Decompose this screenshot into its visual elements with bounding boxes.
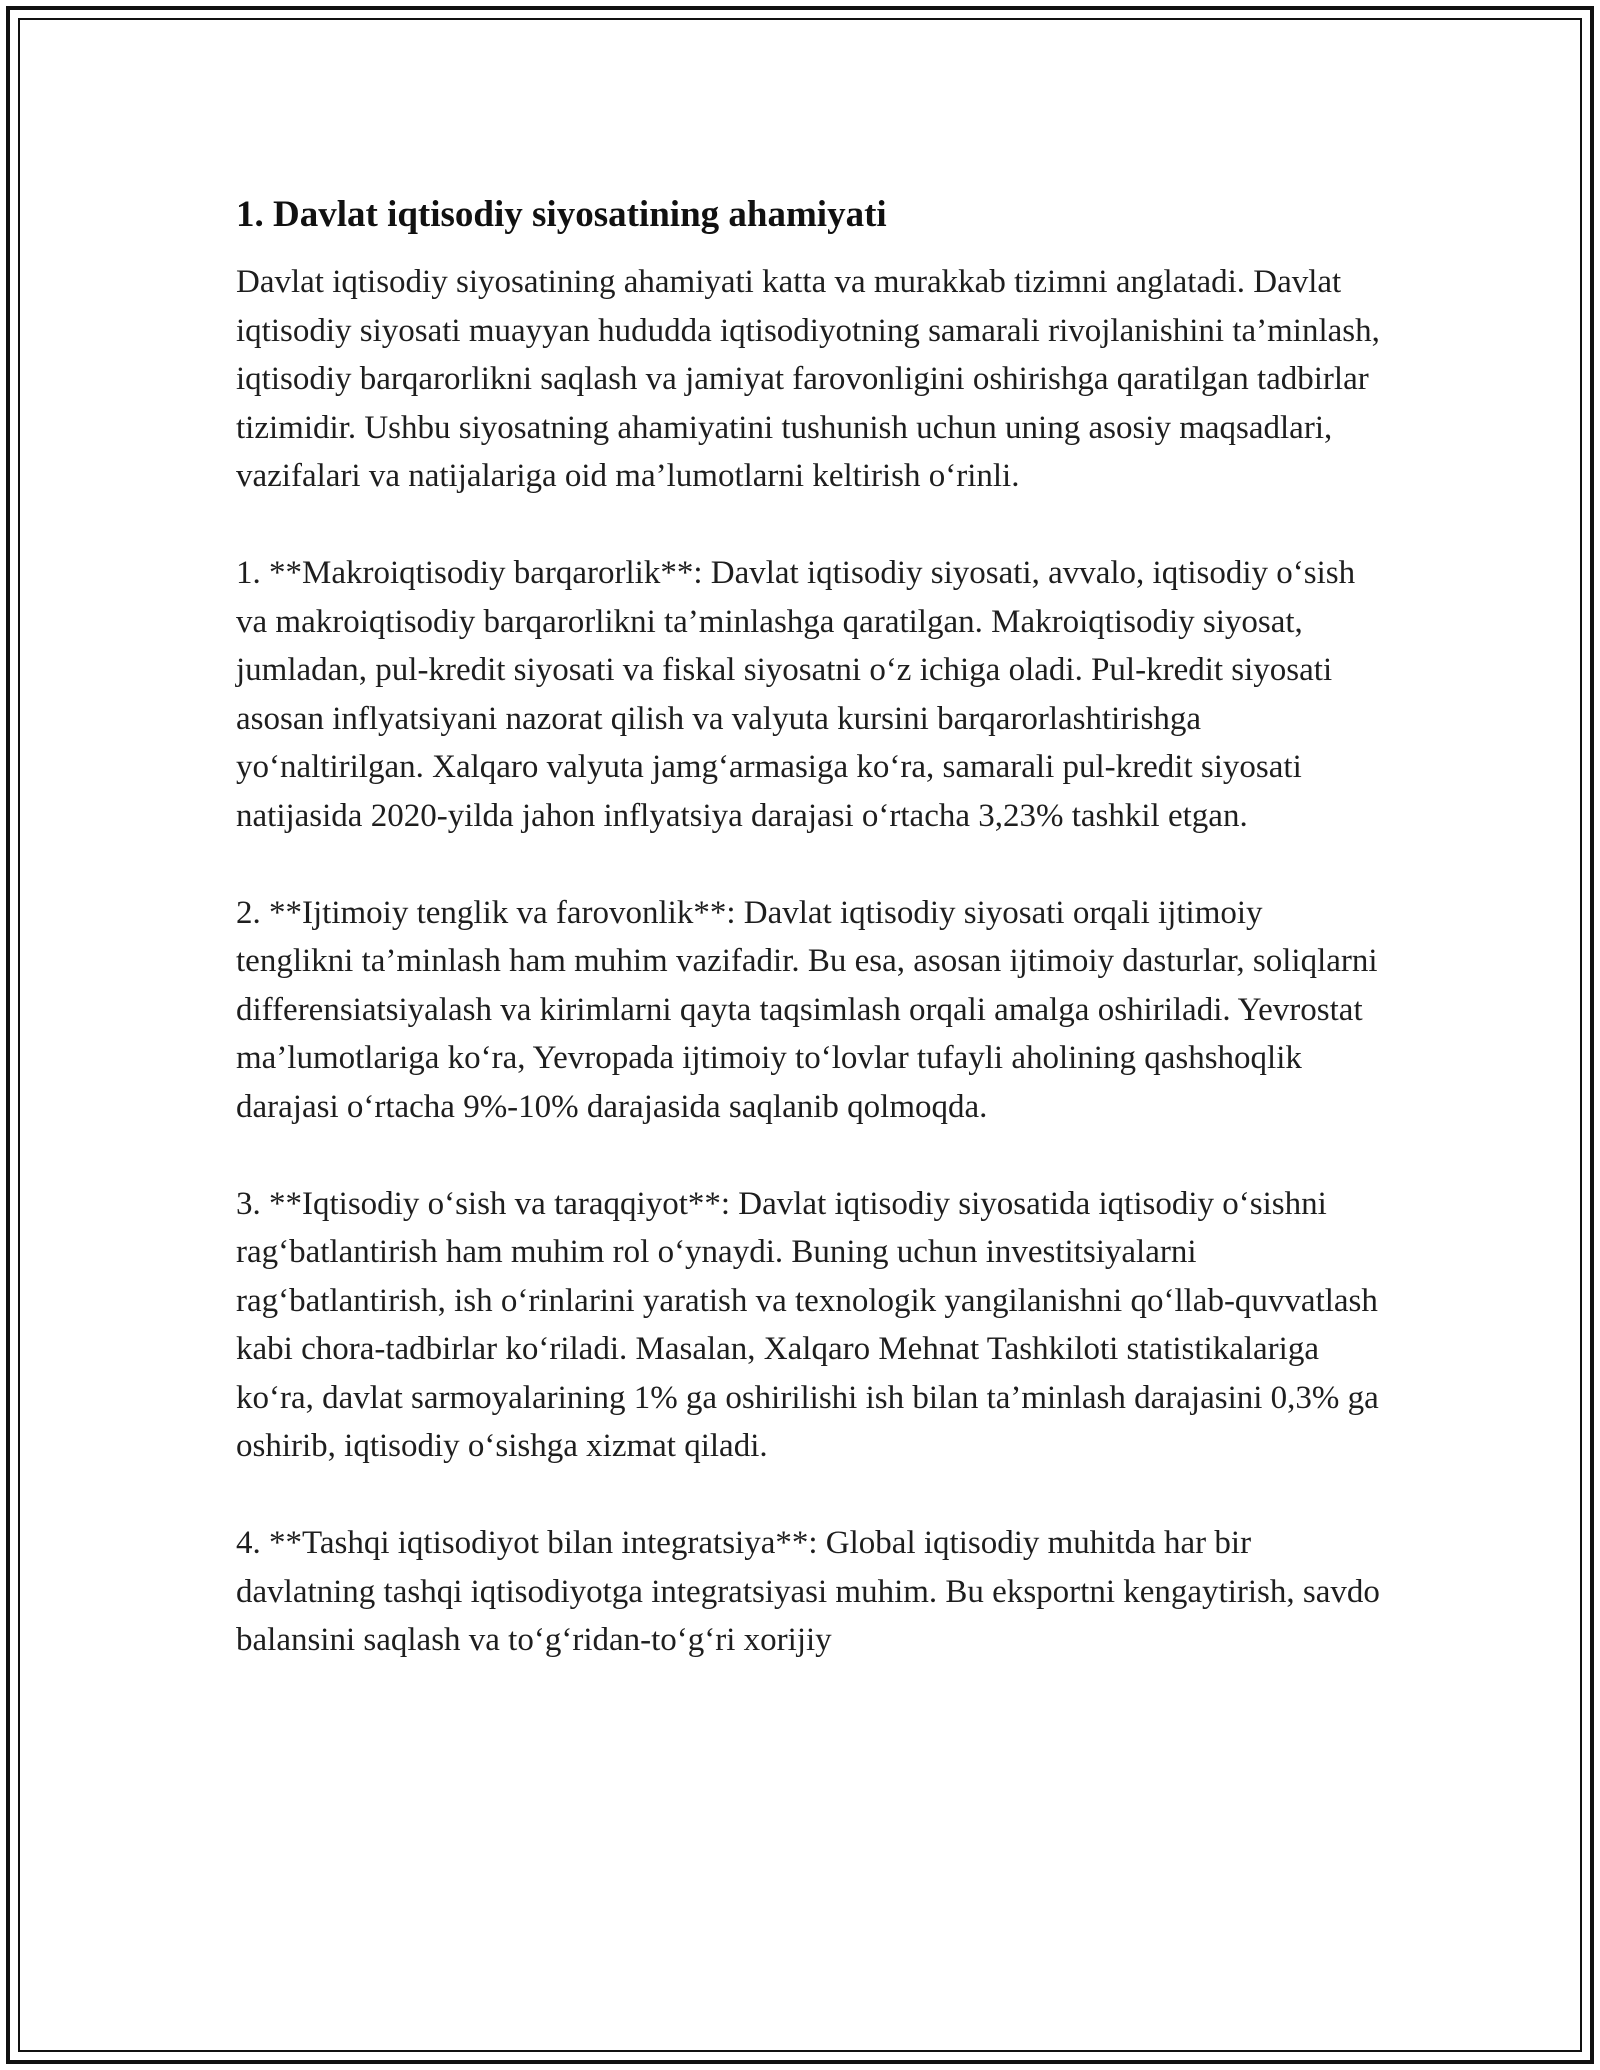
paragraph-macro-stability: 1. **Makroiqtisodiy barqarorlik**: Davlat iqtisodiy siyosati, avvalo, iqtisodiy o‘sish va makroiqtisodiy barqarorlikni ta’minlashga qaratilgan. Makroiqtisodiy siyosat, jumladan, pul-kredit siyosati va fiskal siyosatni o‘z ichiga oladi. Pul-kredit siyosati asosan inflyatsiyani nazorat qilish va valyuta kursini barqarorlashtirishga yo‘naltirilgan. Xalqaro valyuta jamg‘armasiga ko‘ra, samarali pul-kredit siyosati natijasida 2020-yilda jahon inflyatsiya darajasi o‘rtacha 3,23% tashkil etgan. (236, 555, 1356, 834)
section-heading: 1. Davlat iqtisodiy siyosatining ahamiyati (236, 194, 887, 235)
paragraph-social-equality: 2. **Ijtimoiy tenglik va farovonlik**: Davlat iqtisodiy siyosati orqali ijtimoiy tenglikni ta’minlash ham muhim vazifadir. Bu esa, asosan ijtimoiy dasturlar, soliqlarni differensiatsiyalash va kirimlarni qayta taqsimlash orqali amalga oshiriladi. Yevrostat ma’lumotlariga ko‘ra, Yevropada ijtimoiy to‘lovlar tufayli aholining qashshoqlik darajasi o‘rtacha 9%-10% darajasida saqlanib qolmoqda. (236, 894, 1378, 1125)
paragraph-economic-growth: 3. **Iqtisodiy o‘sish va taraqqiyot**: Davlat iqtisodiy siyosatida iqtisodiy o‘sishni rag‘batlantirish ham muhim rol o‘ynaydi. Buning uchun investitsiyalarni rag‘batlantirish, ish o‘rinlarini yaratish va texnologik yangilanishni qo‘llab-quvvatlash kabi chora-tadbirlar ko‘riladi. Masalan, Xalqaro Mehnat Tashkiloti statistikalariga ko‘ra, davlat sarmoyalarining 1% ga oshirilishi ish bilan ta’minlash darajasini 0,3% ga oshirib, iqtisodiy o‘sishga xizmat qiladi. (236, 1185, 1379, 1464)
document-body (236, 188, 1386, 1665)
paragraph-external-integration: 4. **Tashqi iqtisodiyot bilan integratsiya**: Global iqtisodiy muhitda har bir davlatning tashqi iqtisodiyotga integratsiyasi muhim. Bu eksportni kengaytirish, savdo balansini saqlash va to‘g‘ridan-to‘g‘ri xorijiy (236, 1525, 1380, 1658)
paragraph-intro: Davlat iqtisodiy siyosatining ahamiyati katta va murakkab tizimni anglatadi. Davlat iqtisodiy siyosati muayyan hududda iqtisodiyotning samarali rivojlanishini ta’minlash, iqtisodiy barqarorlikni saqlash va jamiyat farovonligini oshirishga qaratilgan tadbirlar tizimidir. Ushbu siyosatning ahamiyatini tushunish uchun uning asosiy maqsadlari, vazifalari va natijalariga oid ma’lumotlarni keltirish o‘rinli. (236, 264, 1380, 494)
